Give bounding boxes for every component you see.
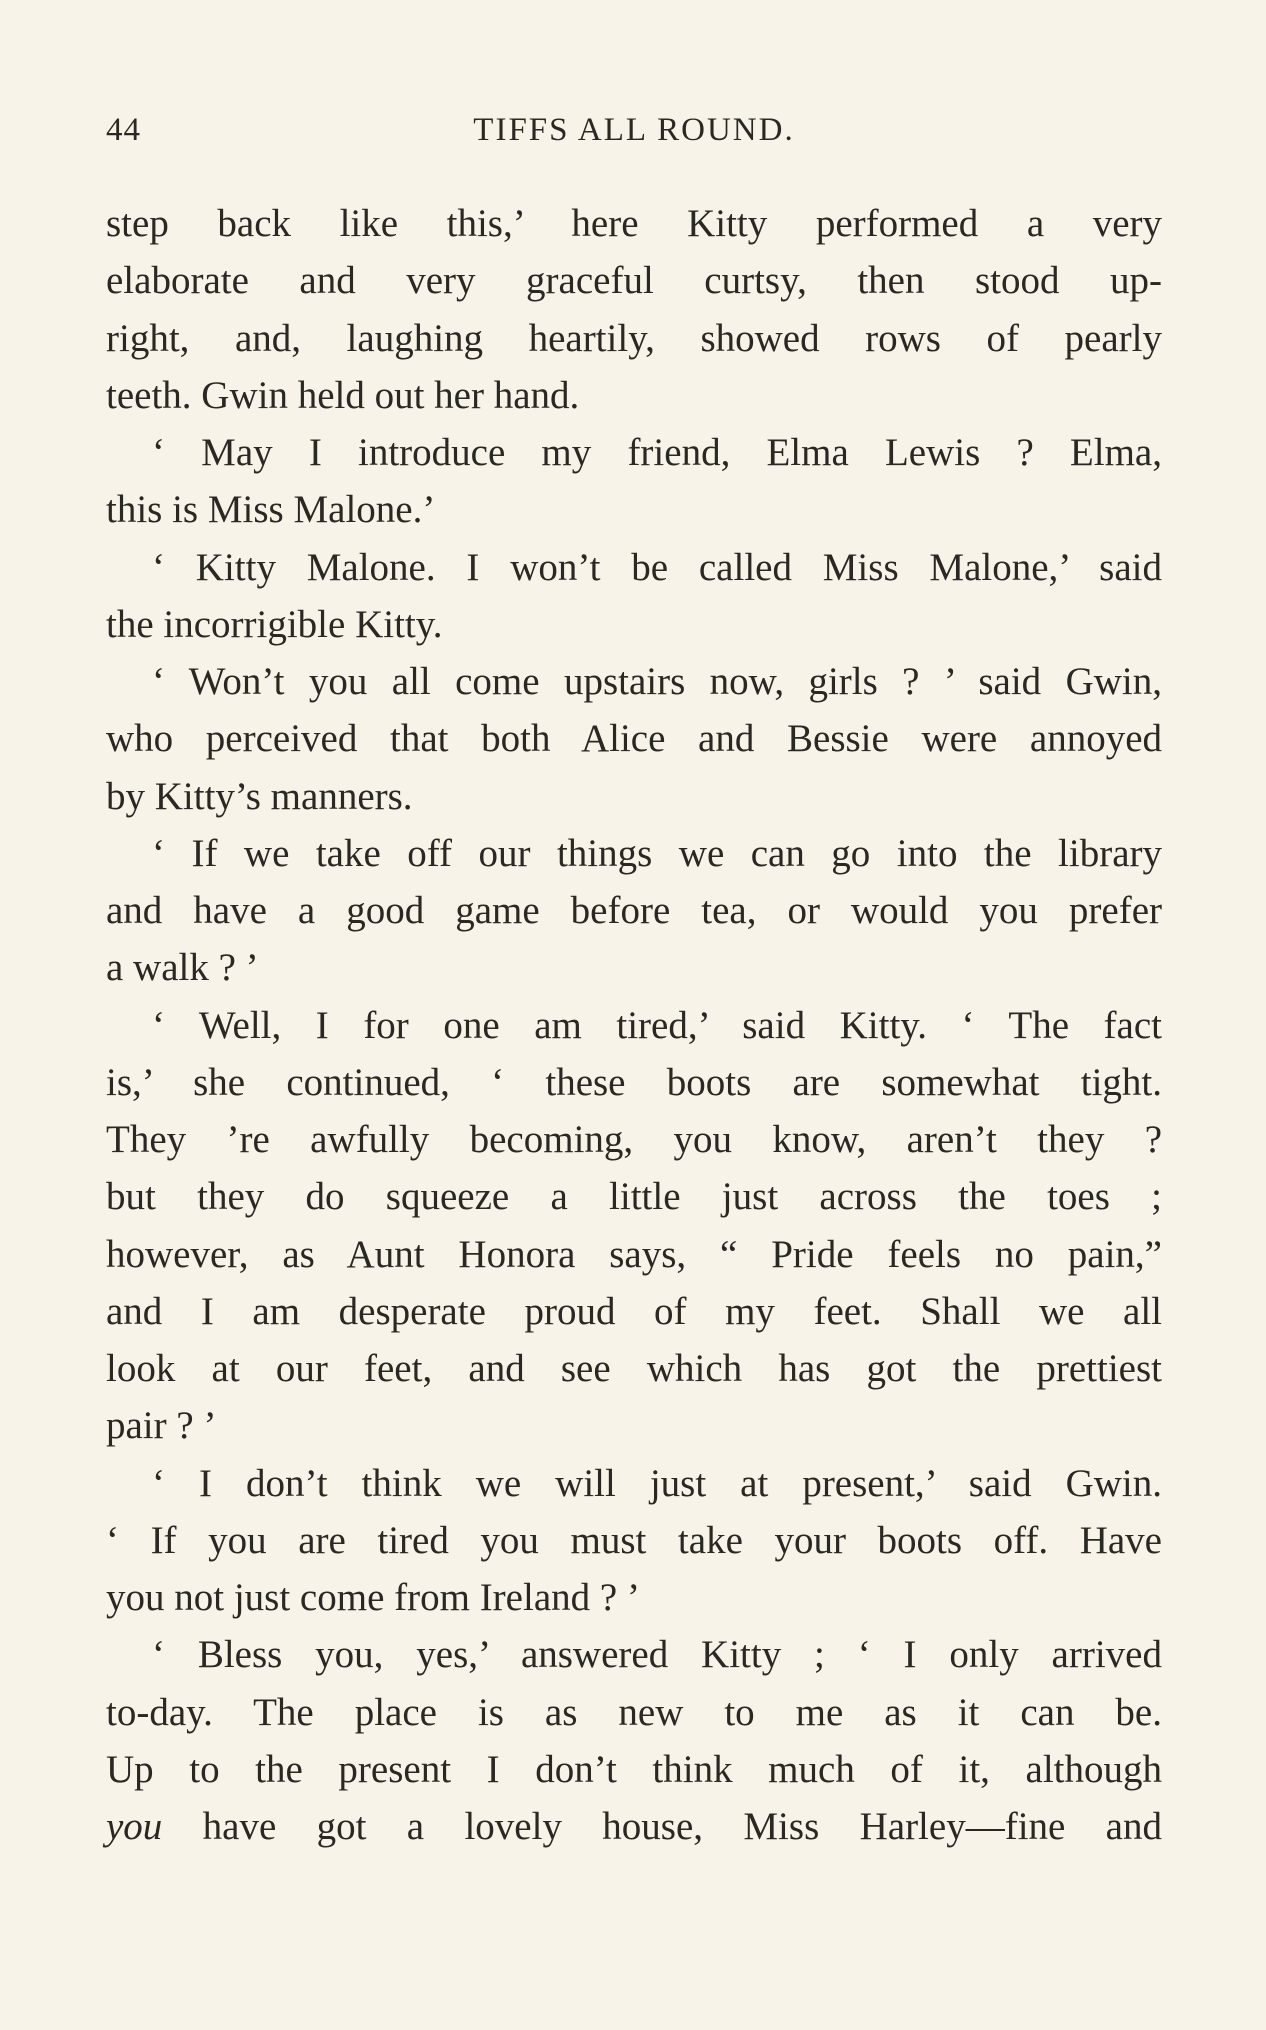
text-line: [106, 1798, 1162, 1855]
text-line: who perceived that both Alice and Bessie were annoyed: [106, 717, 1162, 761]
running-title: TIFFS ALL ROUND.: [473, 112, 795, 148]
text-line: ‘ I don’t think we will just at present,’ said Gwin.: [152, 1461, 1162, 1505]
text-line: elaborate and very graceful curtsy, then stood up-: [106, 259, 1162, 303]
page-number: 44: [106, 112, 141, 148]
text-line: you not just come from Ireland ? ’: [106, 1576, 640, 1619]
text-line: and have a good game before tea, or would you prefer: [106, 889, 1162, 932]
text-line: however, as Aunt Honora says, “ Pride feels no pain,”: [106, 1232, 1162, 1276]
text-line: by Kitty’s manners.: [106, 774, 413, 818]
line-rest: have got a lovely house, Miss Harley—fine and: [162, 1805, 1162, 1848]
text-line: and I am desperate proud of my feet. Shall we all: [106, 1289, 1162, 1333]
italic-word: you: [106, 1805, 163, 1848]
text-line: ‘ May I introduce my friend, Elma Lewis ? Elma,: [152, 431, 1162, 474]
text-line: but they do squeeze a little just across the toes ;: [106, 1175, 1162, 1219]
body-text: [106, 195, 1162, 1855]
text-line: ‘ If you are tired you must take your boots off. Have: [106, 1518, 1162, 1562]
text-line: ‘ Kitty Malone. I won’t be called Miss Malone,’ said: [152, 545, 1162, 589]
text-line: ‘ Won’t you all come upstairs now, girls ? ’ said Gwin,: [152, 660, 1162, 703]
text-line: a walk ? ’: [106, 946, 259, 990]
text-line: look at our feet, and see which has got the prettiest: [106, 1347, 1162, 1390]
text-line: ‘ If we take off our things we can go into the library: [152, 831, 1162, 875]
text-line: this is Miss Malone.’: [106, 488, 436, 532]
text-line: ‘ Well, I for one am tired,’ said Kitty. ‘ The fact: [152, 1003, 1162, 1047]
text-line: teeth. Gwin held out her hand.: [106, 373, 580, 417]
text-line: to-day. The place is as new to me as it can be.: [106, 1690, 1162, 1734]
text-line: the incorrigible Kitty.: [106, 602, 443, 646]
text-line: right, and, laughing heartily, showed rows of pearly: [106, 316, 1162, 360]
text-line: ‘ Bless you, yes,’ answered Kitty ; ‘ I only arrived: [152, 1633, 1162, 1677]
page-header: [106, 112, 1162, 162]
text-line: step back like this,’ here Kitty performed a very: [106, 202, 1162, 245]
text-line: pair ? ’: [106, 1404, 217, 1448]
text-line: They ’re awfully becoming, you know, aren’t they ?: [106, 1118, 1162, 1161]
text-line: is,’ she continued, ‘ these boots are somewhat tight.: [106, 1060, 1162, 1104]
text-line: Up to the present I don’t think much of it, although: [106, 1747, 1162, 1791]
